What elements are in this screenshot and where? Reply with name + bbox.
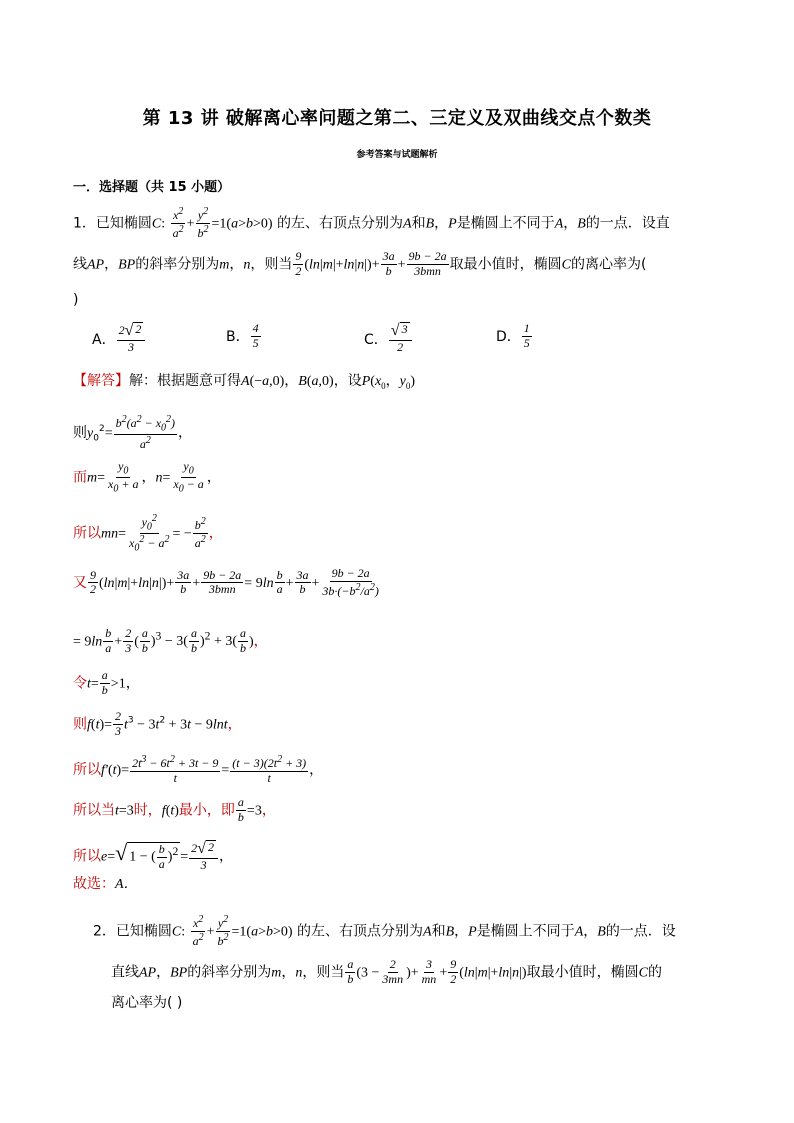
- q2-text: 直线: [111, 964, 139, 981]
- q1-line-1: 1．已知椭圆C: $\frac{x^2}{a^2}$ + $\frac{y^2}{b^2}$ =1(a>b>0) 的左、右顶点分别为A和B，P是椭圆上不同于A，B的一点．设直: [73, 206, 670, 240]
- q1-line-2: 线AP，BP的斜率分别为m，n，则当 $\frac{9}{2}$ (ln|m|+ln|n|)+ $\frac{3a}{b}$ + $\frac{9b - 2a}{\text{3bmn}}$ 取最小值时，椭圆C的离心率为(: [73, 249, 647, 278]
- choice-label: B．: [226, 329, 250, 346]
- choice-label: D．: [496, 329, 521, 346]
- solution-line-3: 而m= $\frac{y_0}{x_0 + a}$ ，n= $\frac{y_0}{x_0 - a}$ ，: [73, 459, 221, 495]
- solution-tag: 【解答】: [73, 373, 129, 389]
- solution-line-11: 所以e= √ 1 − ( $\frac{b}{a}$ )$^2$ = 2 √ 2 3 ，: [73, 839, 233, 873]
- q2-line-3: 离心率为( ): [111, 995, 183, 1011]
- solution-line-7: 令t= $\frac{a}{b}$ >1，: [73, 668, 140, 697]
- solution-text: 故选：: [73, 876, 115, 892]
- solution-text: 则: [73, 716, 87, 733]
- q1-text: ，则当: [250, 256, 293, 273]
- choice-b: B． $\frac{4}{5}$: [226, 321, 259, 350]
- solution-line-2: 则$y_0^2=$ $\frac{b^2(a^2 - x_0^2)}{a^2}$ ，: [73, 414, 193, 451]
- solution-text: 令: [73, 675, 87, 692]
- choice-d: D． $\frac{1}{5}$: [496, 321, 530, 350]
- q1-text: 取最小值时，椭圆: [449, 256, 562, 273]
- q2-text: ，则当: [302, 964, 345, 981]
- solution-text: ，设: [333, 373, 362, 389]
- solution-text: 时，: [133, 802, 162, 819]
- q1-number: 1．: [73, 215, 96, 232]
- q1-line-3: ): [73, 292, 79, 308]
- solution-line-10: 所以当t=3时，f(t)最小，即 $\frac{a}{b}$ =3，: [73, 795, 276, 824]
- solution-text: 解：根据题意可得: [129, 373, 241, 389]
- q2-text: 的左、右顶点分别为: [297, 923, 423, 940]
- choice-label: C．: [364, 331, 388, 348]
- solution-line-4: 所以mn= $\frac{y_0^2}{x_0^2 - a^2}$ = − $\frac{b^2}{a^2}$ ，: [73, 513, 223, 554]
- solution-text: 所以: [73, 848, 101, 865]
- page-subtitle: 参考答案与试题解析: [356, 150, 438, 160]
- choice-c: C． √ 3 2: [364, 322, 413, 355]
- solution-text: 所以当: [73, 802, 115, 819]
- q2-text: 的: [647, 964, 662, 981]
- solution-line-5: 又 $\frac{9}{2}$ (ln|m|+ln|n|)+ $\frac{3a}{b}$ + $\frac{9b - 2a}{\text{3bmn}}$ = 9ln $\frac{b}{a}$ + $\frac{3a}{b}$ + $\frac{9b - 2a}{3b\cdot(-b^2/a^2)}$: [73, 566, 379, 598]
- solution-text: 则: [73, 424, 87, 441]
- q2-text: 是椭圆上不同于: [476, 923, 575, 940]
- q2-line-2: 直线AP，BP的斜率分别为m，n，则当 $\frac{a}{b}$ (3 − $\frac{2}{3mn}$ )+ $\frac{3}{mn}$ + $\frac{9}{2}$ (ln|m|+ln|n|)取最小值时，椭圆C的: [111, 957, 662, 986]
- q1-text: 的一点．设直: [585, 215, 670, 232]
- solution-line-12: [73, 877, 138, 892]
- q1-text: 的离心率为(: [570, 256, 647, 273]
- solution-text: 最小，即: [178, 802, 235, 819]
- solution-line-6: = 9ln $\frac{b}{a}$ + $\frac{2}{3}$ ( $\frac{a}{b}$ )$^3$ − 3( $\frac{a}{b}$ )$^2$ + 3( $\frac{a}{b}$ )，: [73, 626, 268, 655]
- q2-text: 的斜率分别为: [187, 964, 272, 981]
- q1-text: 已知椭圆: [95, 215, 152, 232]
- q2-line-1: 2．已知椭圆C: $\frac{x^2}{a^2}$ + $\frac{y^2}{b^2}$ =1(a>b>0) 的左、右顶点分别为A和B，P是椭圆上不同于A，B的一点．设: [93, 914, 676, 948]
- solution-line-8: 则f(t)= $\frac{2}{3}$ $t^3 - 3t^2 + 3t - 9\ln t$，: [73, 709, 242, 738]
- q1-text: 线: [73, 256, 87, 273]
- solution-text: 所以: [73, 761, 101, 778]
- q1-text: 是椭圆上不同于: [456, 215, 555, 232]
- solution-text: 又: [73, 574, 87, 591]
- q2-text: 的一点．设: [605, 923, 676, 940]
- q2-text: 已知椭圆: [115, 923, 172, 940]
- q2-text: 取最小值时，椭圆: [526, 964, 639, 981]
- solution-text: 而: [73, 469, 87, 486]
- solution-line-1: 【解答】解：根据题意可得A(−a,0)，B(a,0)，设$P(x_0$，$y_0$): [73, 373, 416, 391]
- choice-a: A． 2 √ 2 3: [92, 322, 146, 355]
- solution-answer: A．: [115, 877, 138, 892]
- q1-text: 的斜率分别为: [135, 256, 220, 273]
- q1-text: 的左、右顶点分别为: [277, 215, 403, 232]
- section-heading: 一．选择题（共 15 小题）: [73, 180, 231, 195]
- q2-number: 2．: [93, 923, 116, 940]
- page-title: 第 13 讲 破解离心率问题之第二、三定义及双曲线交点个数类: [142, 108, 652, 129]
- solution-text: 所以: [73, 525, 101, 542]
- solution-line-9: 所以f′(t)= $\frac{2t^3 - 6t^2 + 3t - 9}{t}$ = $\frac{(t - 3)(2t^2 + 3)}{t}$ ，: [73, 754, 324, 785]
- choice-label: A．: [92, 331, 116, 348]
